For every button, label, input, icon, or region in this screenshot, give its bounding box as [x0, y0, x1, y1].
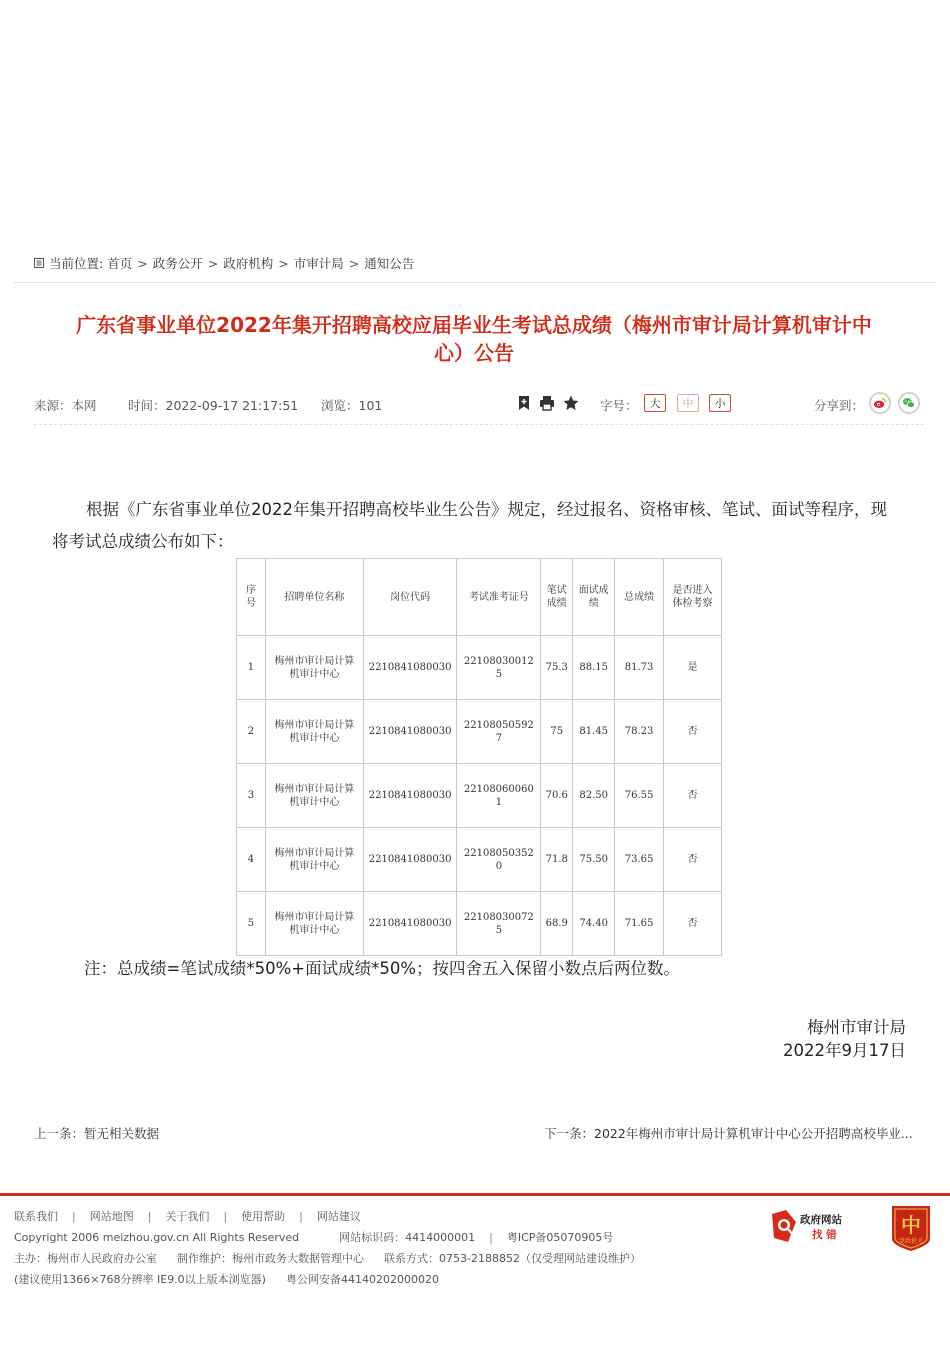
table-row [237, 700, 722, 764]
footer-copyright: Copyright 2006 meizhou.gov.cn All Rights Reserved [14, 1231, 300, 1244]
table-cell: 75 [541, 700, 573, 764]
table-cell: 2210841080030 [363, 700, 457, 764]
table-header-cell: 笔试成绩 [541, 559, 573, 636]
print-icon[interactable] [538, 394, 556, 412]
table-cell: 221080503520 [457, 828, 541, 892]
font-size-large-button[interactable]: 大 [644, 394, 666, 412]
divider [14, 282, 936, 283]
logo-party-text: 党政机关 [898, 1238, 924, 1245]
logo-party-glyph: 中 [901, 1213, 921, 1237]
breadcrumb-gov-affairs[interactable]: 政务公开 [152, 256, 203, 271]
party-gov-agency-logo[interactable] [888, 1203, 934, 1253]
table-cell: 否 [664, 764, 722, 828]
footer-link-sitemap[interactable]: 网站地图 [89, 1210, 134, 1223]
table-row [237, 636, 722, 700]
footer [14, 1206, 774, 1290]
footer-link-about[interactable]: 关于我们 [165, 1210, 210, 1223]
table-cell: 2210841080030 [363, 892, 457, 956]
footer-separator: | [299, 1210, 303, 1223]
logo-find-title: 政府网站 [800, 1214, 842, 1226]
breadcrumb-prefix: 当前位置: [49, 256, 104, 271]
table-cell: 78.23 [615, 700, 664, 764]
table-row [237, 828, 722, 892]
breadcrumb-notices[interactable]: 通知公告 [364, 256, 415, 271]
table-cell: 76.55 [615, 764, 664, 828]
table-row [237, 764, 722, 828]
footer-row-browser [14, 1269, 774, 1290]
wechat-icon[interactable] [898, 392, 920, 414]
font-size-label: 字号： [600, 398, 638, 413]
article-views: 浏览：101 [321, 398, 383, 413]
gov-site-error-report-logo[interactable] [770, 1208, 856, 1244]
table-cell: 2210841080030 [363, 636, 457, 700]
table-cell: 2210841080030 [363, 764, 457, 828]
score-table [236, 558, 722, 956]
breadcrumb-audit-bureau[interactable]: 市审计局 [293, 256, 344, 271]
table-cell: 81.45 [573, 700, 615, 764]
footer-row-copyright [14, 1227, 774, 1248]
font-size-small-button[interactable]: 小 [709, 394, 731, 412]
table-cell: 70.6 [541, 764, 573, 828]
table-cell: 81.73 [615, 636, 664, 700]
table-cell: 3 [237, 764, 266, 828]
next-article-link[interactable]: 下一条：2022年梅州市审计局计算机审计中心公开招聘高校毕业... [544, 1126, 913, 1141]
table-cell: 75.50 [573, 828, 615, 892]
page-title [34, 311, 914, 367]
table-cell: 2 [237, 700, 266, 764]
table-cell: 否 [664, 892, 722, 956]
article-meta [34, 394, 924, 418]
bookmark-icon[interactable] [515, 394, 533, 412]
footer-contact: 联系方式：0753-2188852（仅受理网站建设维护） [384, 1252, 641, 1265]
table-cell: 5 [237, 892, 266, 956]
footer-links [14, 1206, 774, 1227]
table-header-cell: 考试准考证号 [457, 559, 541, 636]
table-cell: 梅州市审计局计算机审计中心 [265, 700, 363, 764]
footer-link-suggest[interactable]: 网站建议 [316, 1210, 361, 1223]
title-line-2: 心）公告 [434, 341, 514, 365]
footer-divider [0, 1193, 950, 1196]
table-header-cell: 总成绩 [615, 559, 664, 636]
table-cell: 221080300125 [457, 636, 541, 700]
table-cell: 4 [237, 828, 266, 892]
table-row [237, 892, 722, 956]
logo-find-sub: 找 错 [812, 1229, 837, 1241]
table-cell: 74.40 [573, 892, 615, 956]
breadcrumb-home[interactable]: 首页 [107, 256, 133, 271]
table-header-cell: 招聘单位名称 [265, 559, 363, 636]
footer-maintainer: 制作维护：梅州市政务大数据管理中心 [177, 1252, 364, 1265]
table-cell: 75.3 [541, 636, 573, 700]
breadcrumb-gov-agencies[interactable]: 政府机构 [223, 256, 274, 271]
divider [34, 424, 924, 425]
table-header-cell: 岗位代码 [363, 559, 457, 636]
share-label: 分享到： [814, 398, 865, 413]
breadcrumb [34, 254, 914, 272]
table-header-cell: 是否进入体检考察 [664, 559, 722, 636]
table-header-cell: 序号 [237, 559, 266, 636]
footer-link-contact[interactable]: 联系我们 [14, 1210, 58, 1223]
table-cell: 梅州市审计局计算机审计中心 [265, 764, 363, 828]
footer-browser-tip: (建议使用1366×768分辨率 IE9.0以上版本浏览器) [14, 1273, 266, 1286]
table-cell: 221080600601 [457, 764, 541, 828]
table-cell: 梅州市审计局计算机审计中心 [265, 636, 363, 700]
footer-separator: | [223, 1210, 228, 1223]
table-cell: 1 [237, 636, 266, 700]
footer-site-id: 网站标识码：4414000001 [339, 1231, 476, 1244]
footer-icp[interactable]: 粤ICP备05070905号 [506, 1231, 614, 1244]
table-cell: 73.65 [615, 828, 664, 892]
table-cell: 梅州市审计局计算机审计中心 [265, 828, 363, 892]
table-cell: 否 [664, 828, 722, 892]
table-cell: 221080300725 [457, 892, 541, 956]
prev-article-link[interactable]: 上一条：暂无相关数据 [34, 1126, 160, 1141]
table-cell: 否 [664, 700, 722, 764]
signature-date: 2022年9月17日 [783, 1041, 906, 1060]
breadcrumb-separator: > [348, 255, 360, 271]
article-source: 来源：本网 [34, 398, 97, 413]
signature [783, 1016, 906, 1062]
footer-police[interactable]: 粤公网安备44140202000020 [285, 1273, 439, 1286]
footer-link-help[interactable]: 使用帮助 [241, 1210, 286, 1223]
breadcrumb-separator: > [278, 255, 289, 271]
star-icon[interactable] [562, 394, 580, 412]
weibo-icon[interactable] [869, 392, 891, 414]
breadcrumb-separator: > [207, 255, 219, 271]
font-size-medium-button[interactable]: 中 [677, 394, 699, 412]
table-cell: 88.15 [573, 636, 615, 700]
table-cell: 是 [664, 636, 722, 700]
footer-separator: | [147, 1210, 152, 1223]
table-header-cell: 面试成绩 [573, 559, 615, 636]
table-cell: 梅州市审计局计算机审计中心 [265, 892, 363, 956]
intro-paragraph: 根据《广东省事业单位2022年集开招聘高校毕业生公告》规定，经过报名、资格审核、笔试、面试等程序，现将考试总成绩公布如下： [52, 500, 887, 551]
table-cell: 71.65 [615, 892, 664, 956]
location-icon [34, 258, 44, 268]
table-header-row [237, 559, 722, 636]
footer-separator: | [489, 1231, 493, 1244]
table-cell: 221080505927 [457, 700, 541, 764]
signature-org: 梅州市审计局 [807, 1018, 906, 1037]
breadcrumb-separator: > [137, 255, 148, 271]
title-line-1: 广东省事业单位2022年集开招聘高校应届毕业生考试总成绩（梅州市审计局计算机审计中 [76, 313, 872, 337]
article-time: 时间：2022-09-17 21:17:51 [128, 398, 299, 413]
footer-sponsor: 主办：梅州市人民政府办公室 [14, 1252, 157, 1265]
footer-separator: | [72, 1210, 76, 1223]
table-cell: 2210841080030 [363, 828, 457, 892]
table-cell: 71.8 [541, 828, 573, 892]
score-note: 注：总成绩=笔试成绩*50%+面试成绩*50%；按四舍五入保留小数点后两位数。 [84, 959, 680, 978]
footer-row-sponsor [14, 1248, 774, 1269]
table-cell: 82.50 [573, 764, 615, 828]
table-cell: 68.9 [541, 892, 573, 956]
